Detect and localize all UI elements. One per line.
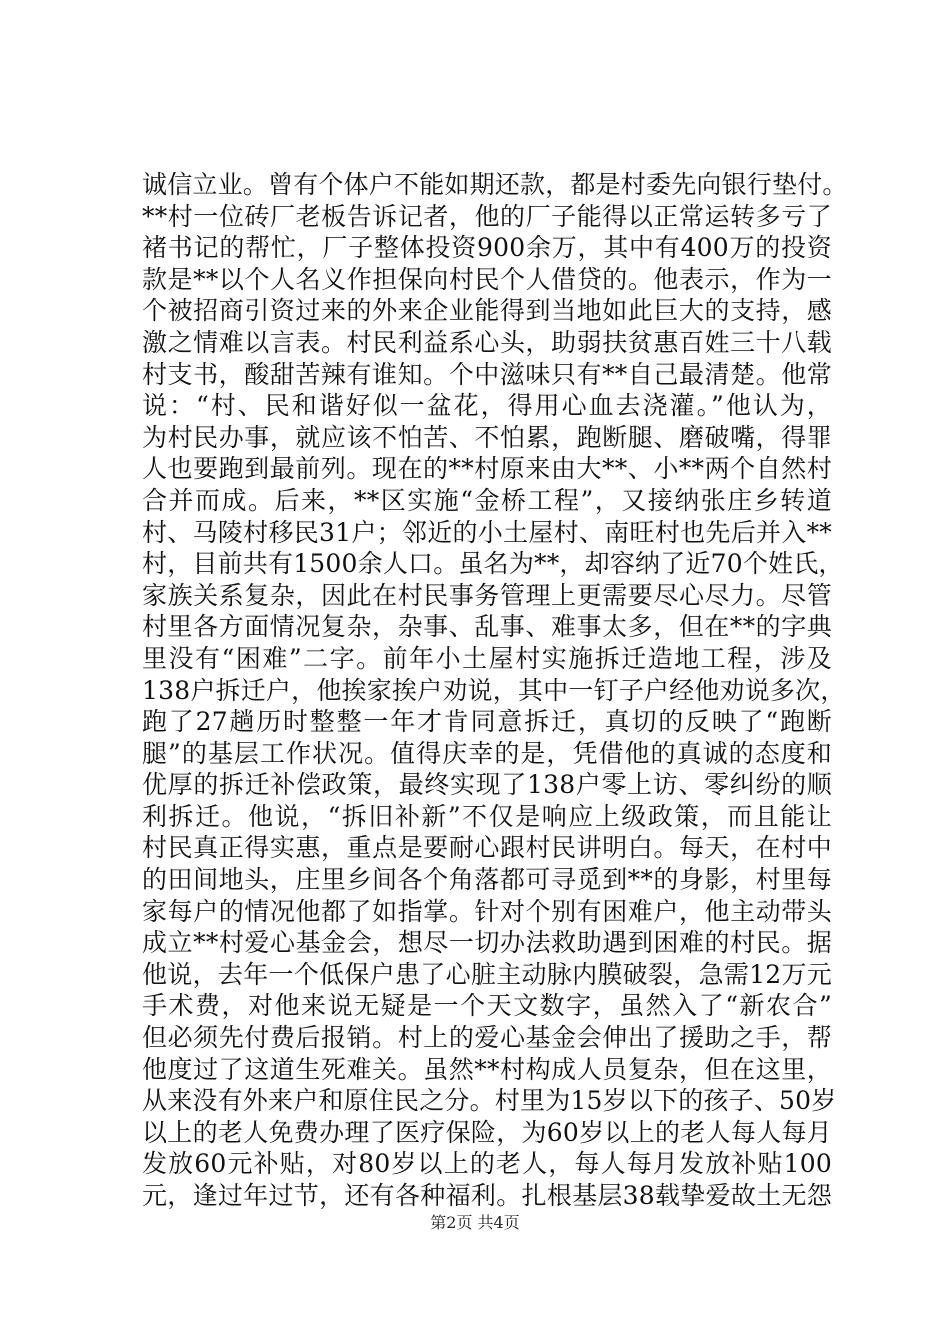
- text-line: 家族关系复杂，因此在村民事务管理上更需要尽心尽力。尽管: [142, 580, 832, 610]
- text-line: 家每户的情况他都了如指掌。针对个别有困难户，他主动带头: [142, 896, 832, 926]
- text-line: 但必须先付费后报销。村上的爱心基金会伸出了援助之手，帮: [142, 1023, 832, 1053]
- text-line: 发放60元补贴，对80岁以上的老人，每人每月发放补贴100: [142, 1149, 832, 1179]
- page-footer: 第2页 共4页: [430, 1213, 520, 1232]
- text-line: 成立**村爱心基金会，想尽一切办法救助遇到困难的村民。据: [142, 928, 832, 958]
- text-line: 为村民办事，就应该不怕苦、不怕累，跑断腿、磨破嘴，得罪: [142, 422, 832, 452]
- text-line: 优厚的拆迁补偿政策，最终实现了138户零上访、零纠纷的顺: [142, 770, 832, 800]
- text-line: 以上的老人免费办理了医疗保险，为60岁以上的老人每人每月: [142, 1117, 832, 1147]
- text-line: 手术费，对他来说无疑是一个天文数字，虽然入了“新农合”: [142, 991, 832, 1021]
- text-line: 利拆迁。他说，“拆旧补新”不仅是响应上级政策，而且能让: [142, 801, 832, 831]
- text-line: 他度过了这道生死难关。虽然**村构成人员复杂，但在这里，: [142, 1054, 832, 1084]
- text-line: 村，目前共有1500余人口。虽名为**，却容纳了近70个姓氏，: [142, 549, 844, 579]
- text-line: 他说，去年一个低保户患了心脏主动脉内膜破裂，急需12万元: [142, 959, 832, 989]
- text-line: 跑了27趟历时整整一年才肯同意拆迁，真切的反映了“跑断: [142, 707, 832, 737]
- text-line: 个被招商引资过来的外来企业能得到当地如此巨大的支持，感: [142, 296, 832, 326]
- text-line: 村支书，酸甜苦辣有谁知。个中滋味只有**自己最清楚。他常: [142, 359, 832, 389]
- text-line: 村、马陵村移民31户；邻近的小土屋村、南旺村也先后并入**: [142, 517, 832, 547]
- text-line: 人也要跑到最前列。现在的**村原来由大**、小**两个自然村: [142, 454, 832, 484]
- text-line: 合并而成。后来，**区实施“金桥工程”，又接纳张庄乡转道: [142, 485, 832, 515]
- text-line: 诚信立业。曾有个体户不能如期还款，都是村委先向银行垫付。: [142, 170, 848, 199]
- text-line: 村民真正得实惠，重点是要耐心跟村民讲明白。每天，在村中: [142, 833, 832, 863]
- text-line: 激之情难以言表。村民利益系心头，助弱扶贫惠百姓三十八载: [142, 327, 832, 357]
- text-line: 从来没有外来户和原住民之分。村里为15岁以下的孩子、50岁: [142, 1086, 837, 1116]
- text-line: 说：“村、民和谐好似一盆花，得用心血去浇灌。”他认为，: [142, 391, 832, 421]
- text-line: 款是**以个人名义作担保向村民个人借贷的。他表示，作为一: [142, 264, 832, 294]
- text-line: 腿”的基层工作状况。值得庆幸的是，凭借他的真诚的态度和: [142, 738, 832, 768]
- text-line: 元，逢过年过节，还有各种福利。扎根基层38载挚爱故土无怨: [142, 1181, 832, 1210]
- text-line: 村里各方面情况复杂，杂事、乱事、难事太多，但在**的字典: [142, 612, 832, 642]
- text-line: **村一位砖厂老板告诉记者，他的厂子能得以正常运转多亏了: [142, 201, 832, 231]
- text-line: 里没有“困难”二字。前年小土屋村实施拆迁造地工程，涉及: [142, 643, 832, 673]
- text-line: 138户拆迁户，他挨家挨户劝说，其中一钉子户经他劝说多次，: [142, 675, 846, 705]
- text-line: 褚书记的帮忙，厂子整体投资900余万，其中有400万的投资: [142, 233, 832, 263]
- text-line: 的田间地头，庄里乡间各个角落都可寻觅到**的身影，村里每: [142, 865, 832, 895]
- body-paragraph: [142, 169, 848, 1212]
